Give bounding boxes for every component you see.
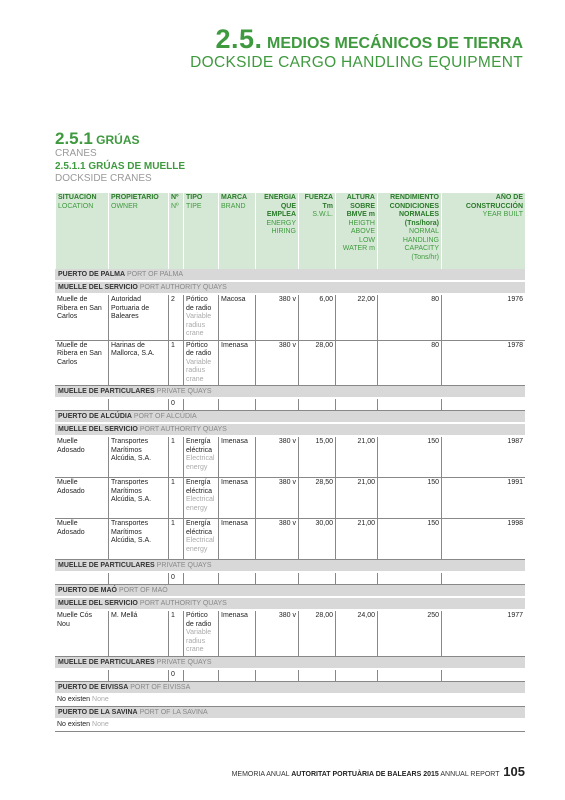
label-en: PORT AUTHORITY QUAYS (139, 600, 227, 607)
cell-owner: Transportes Marítimos Alcúdia, S.A. (108, 437, 168, 478)
col-header-es: FUERZA Tm (304, 194, 333, 210)
col-header-en: TIPE (186, 202, 202, 210)
label-es: MUELLE DE PARTICULARES (58, 658, 155, 666)
col-header (377, 193, 441, 269)
cell-location: Muelle Cós Nou (55, 611, 108, 657)
cell-year: 1987 (441, 437, 525, 478)
col-header-es: Nº (171, 194, 179, 201)
cell-type (183, 295, 218, 341)
cell-empty (108, 670, 168, 682)
cell-empty (55, 573, 108, 585)
cell-owner: Transportes Marítimos Alcúdia, S.A. (108, 478, 168, 519)
col-header-es: MARCA (221, 194, 248, 201)
col-header-es: ALTURA SOBRE BMVE m (346, 194, 375, 218)
cell-height: 21,00 (335, 519, 377, 560)
table-header-row (55, 193, 525, 269)
col-header (335, 193, 377, 269)
quay-row-particulares (55, 386, 525, 399)
col-header-es: AÑO DE CONSTRUCCIÓN (465, 194, 523, 210)
label-en: PORT OF ALCÚDIA (133, 413, 197, 420)
label-en: PORT OF MAÓ (118, 587, 168, 594)
table-row-empty (55, 670, 525, 682)
quay-row-servicio (55, 424, 525, 437)
table-row (55, 295, 525, 341)
col-header-en: ENERGY HIRING (266, 219, 296, 235)
cell-empty (298, 670, 335, 682)
label-en: PORT OF LA SAVINA (139, 708, 208, 716)
col-header (108, 193, 168, 269)
type-en: Electrical energy (186, 455, 215, 471)
cell-number: 0 (168, 670, 183, 682)
section-label (55, 560, 525, 573)
footer-org: AUTORITAT PORTUÀRIA DE BALEARS 2015 (291, 771, 439, 778)
col-header-en: NORMAL HANDLING CAPACITY (Tons/hr) (402, 228, 439, 261)
none-en: None (92, 695, 109, 703)
col-header (183, 193, 218, 269)
section-label (55, 269, 525, 282)
cell-empty (441, 670, 525, 682)
cell-type (183, 341, 218, 387)
section-label (55, 411, 525, 424)
cell-capacity: 80 (377, 295, 441, 341)
cell-energy: 380 v (255, 611, 298, 657)
type-es: Pórtico de radio (186, 341, 212, 357)
quay-row-particulares (55, 657, 525, 670)
cell-number: 1 (168, 478, 183, 519)
col-header-en: OWNER (111, 202, 138, 210)
cell-empty (335, 670, 377, 682)
col-header-en: Nº (171, 202, 179, 210)
label-en: PORT AUTHORITY QUAYS (139, 284, 227, 291)
type-en: Electrical energy (186, 537, 215, 553)
cell-type (183, 478, 218, 519)
label-en: PORT OF PALMA (126, 271, 183, 278)
cell-force: 28,50 (298, 478, 335, 519)
cell-location: Muelle de Ribera en San Carlos (55, 341, 108, 387)
cell-type (183, 611, 218, 657)
cell-brand: Imenasa (218, 519, 255, 560)
cell-brand: Imenasa (218, 341, 255, 387)
table-row-empty (55, 573, 525, 585)
table-row (55, 341, 525, 387)
cell-location: Muelle Adosado (55, 437, 108, 478)
cell-brand: Imenasa (218, 478, 255, 519)
chapter-title-text: MEDIOS MECÁNICOS DE TIERRA (266, 35, 523, 52)
section-label (55, 585, 525, 598)
none-es: No existen (57, 720, 91, 728)
cell-empty (298, 399, 335, 411)
cell-location: Muelle de Ribera en San Carlos (55, 295, 108, 341)
cell-force: 30,00 (298, 519, 335, 560)
port-row-alcudia (55, 411, 525, 424)
col-header (55, 193, 108, 269)
label-es: MUELLE DEL SERVICIO (58, 600, 138, 607)
section-label (55, 657, 525, 670)
cell-number: 1 (168, 611, 183, 657)
cell-capacity: 150 (377, 437, 441, 478)
cell-force: 28,00 (298, 341, 335, 387)
cell-energy: 380 v (255, 519, 298, 560)
col-header (255, 193, 298, 269)
cell-year: 1991 (441, 478, 525, 519)
subsection-title-text: GRÚAS DE MUELLE (88, 161, 186, 172)
page-header (190, 24, 523, 71)
footer-post: ANNUAL REPORT (440, 771, 500, 778)
cell-year: 1976 (441, 295, 525, 341)
type-es: Pórtico de radio (186, 612, 212, 628)
cell-owner: M. Mellá (108, 611, 168, 657)
label-en: PORT OF EIVISSA (130, 683, 191, 691)
section-label (55, 386, 525, 399)
page-footer (232, 764, 525, 779)
label-es: PUERTO DE MAÓ (58, 587, 117, 594)
port-row-eivissa (55, 682, 525, 695)
cell-height: 21,00 (335, 437, 377, 478)
cell-empty (255, 670, 298, 682)
cell-owner: Transportes Marítimos Alcúdia, S.A. (108, 519, 168, 560)
col-header-es: RENDIMIENTO CONDICIONES NORMALES (Tns/hora) (389, 194, 439, 227)
type-en: Variable radius crane (186, 313, 212, 337)
cell-empty (335, 573, 377, 585)
cell-number: 1 (168, 519, 183, 560)
cell-empty (55, 399, 108, 411)
type-es: Energía eléctrica (186, 479, 213, 495)
col-header-en: S.W.L. (312, 211, 333, 218)
label-es: PUERTO DE ALCÚDIA (58, 413, 132, 420)
cell-type (183, 437, 218, 478)
col-header-es: ENERGIA QUE EMPLEA (264, 194, 296, 218)
label-es: MUELLE DE PARTICULARES (58, 562, 155, 569)
cell-location: Muelle Adosado (55, 519, 108, 560)
cell-empty (255, 399, 298, 411)
cell-empty (108, 399, 168, 411)
chapter-subtitle: DOCKSIDE CARGO HANDLING EQUIPMENT (190, 54, 523, 71)
table-row (55, 611, 525, 657)
type-en: Variable radius crane (186, 358, 212, 383)
section-label (55, 424, 525, 437)
section-heading (55, 131, 185, 185)
cell-force: 28,00 (298, 611, 335, 657)
type-es: Energía eléctrica (186, 438, 213, 454)
cell-height: 21,00 (335, 478, 377, 519)
cell-number: 0 (168, 399, 183, 411)
cell-location: Muelle Adosado (55, 478, 108, 519)
label-en: PRIVATE QUAYS (156, 658, 212, 666)
col-header-es: TIPO (186, 194, 203, 201)
label-es: MUELLE DEL SERVICIO (58, 426, 138, 433)
label-en: PRIVATE QUAYS (156, 562, 212, 569)
cell-height (335, 341, 377, 387)
label-en: PRIVATE QUAYS (156, 388, 212, 395)
col-header-en: YEAR BUILT (482, 211, 523, 218)
cell-capacity: 150 (377, 519, 441, 560)
cell-capacity: 80 (377, 341, 441, 387)
cell-empty (183, 573, 218, 585)
type-en: Variable radius crane (186, 629, 212, 653)
cell-year: 1978 (441, 341, 525, 387)
cell-energy: 380 v (255, 478, 298, 519)
cell-empty (218, 399, 255, 411)
table-row (55, 437, 525, 478)
cell-empty (441, 573, 525, 585)
cell-energy: 380 v (255, 341, 298, 387)
table-row-none (55, 695, 525, 707)
label-en: PORT AUTHORITY QUAYS (139, 426, 227, 433)
cell-empty (377, 670, 441, 682)
col-header-es: SITUACIÓN (58, 194, 97, 201)
cell-empty (108, 573, 168, 585)
section-title-text: GRÚAS (96, 133, 140, 147)
section-title (55, 131, 185, 148)
quay-row-particulares (55, 560, 525, 573)
cell-force: 6,00 (298, 295, 335, 341)
cell-empty (183, 670, 218, 682)
cell-empty (218, 670, 255, 682)
cranes-table (55, 193, 525, 732)
chapter-number: 2.5. (215, 24, 263, 54)
col-header-en: BRAND (221, 202, 246, 210)
type-es: Energía eléctrica (186, 520, 213, 536)
cell-number: 2 (168, 295, 183, 341)
cell-empty (298, 573, 335, 585)
section-label (55, 682, 525, 695)
cell-capacity: 150 (377, 478, 441, 519)
chapter-title (190, 24, 523, 55)
cell-empty (377, 573, 441, 585)
cell-owner: Autoridad Portuaria de Baleares (108, 295, 168, 341)
cell-energy: 380 v (255, 295, 298, 341)
cell-brand: Imenasa (218, 611, 255, 657)
cell-force: 15,00 (298, 437, 335, 478)
table-row (55, 519, 525, 560)
page-number: 105 (503, 764, 525, 779)
cell-none (55, 695, 525, 707)
type-es: Pórtico de radio (186, 296, 212, 312)
port-row-savina (55, 707, 525, 720)
col-header (298, 193, 335, 269)
table-row (55, 478, 525, 519)
col-header-en: LOCATION (58, 202, 94, 210)
cell-empty (255, 573, 298, 585)
cell-empty (55, 670, 108, 682)
section-label (55, 707, 525, 720)
cell-empty (218, 573, 255, 585)
footer-pre: MEMORIA ANUAL (231, 771, 290, 778)
label-es: PUERTO DE LA SAVINA (58, 708, 138, 716)
quay-row-servicio (55, 598, 525, 611)
none-es: No existen (57, 695, 91, 703)
col-header-es: PROPIETARIO (111, 194, 159, 201)
col-header (441, 193, 525, 269)
port-row-mao (55, 585, 525, 598)
cell-height: 22,00 (335, 295, 377, 341)
cell-height: 24,00 (335, 611, 377, 657)
cell-type (183, 519, 218, 560)
cell-empty (183, 399, 218, 411)
section-label (55, 282, 525, 295)
cell-none (55, 720, 525, 732)
table-row-none (55, 720, 525, 732)
col-header (218, 193, 255, 269)
col-header-en: HEIGTH ABOVE LOW WATER m (342, 219, 375, 252)
subsection-title (55, 160, 185, 173)
section-title-en: CRANES (55, 148, 97, 159)
label-es: PUERTO DE EIVISSA (58, 683, 129, 691)
cell-empty (377, 399, 441, 411)
type-en: Electrical energy (186, 496, 215, 512)
cell-number: 0 (168, 573, 183, 585)
label-es: MUELLE DEL SERVICIO (58, 284, 138, 291)
cell-empty (441, 399, 525, 411)
cell-number: 1 (168, 437, 183, 478)
subsection-number: 2.5.1.1 (55, 161, 86, 172)
table-row-empty (55, 399, 525, 411)
col-header (168, 193, 183, 269)
cell-capacity: 250 (377, 611, 441, 657)
cell-year: 1998 (441, 519, 525, 560)
section-number: 2.5.1 (55, 129, 93, 148)
none-en: None (92, 720, 109, 728)
cell-brand: Imenasa (218, 437, 255, 478)
port-row-palma (55, 269, 525, 282)
subsection-title-en: DOCKSIDE CRANES (55, 173, 152, 184)
cell-year: 1977 (441, 611, 525, 657)
quay-row-servicio (55, 282, 525, 295)
cell-empty (335, 399, 377, 411)
cell-brand: Macosa (218, 295, 255, 341)
label-es: PUERTO DE PALMA (58, 271, 126, 278)
label-es: MUELLE DE PARTICULARES (58, 388, 155, 395)
cell-owner: Harinas de Mallorca, S.A. (108, 341, 168, 387)
cell-number: 1 (168, 341, 183, 387)
section-label (55, 598, 525, 611)
cell-energy: 380 v (255, 437, 298, 478)
